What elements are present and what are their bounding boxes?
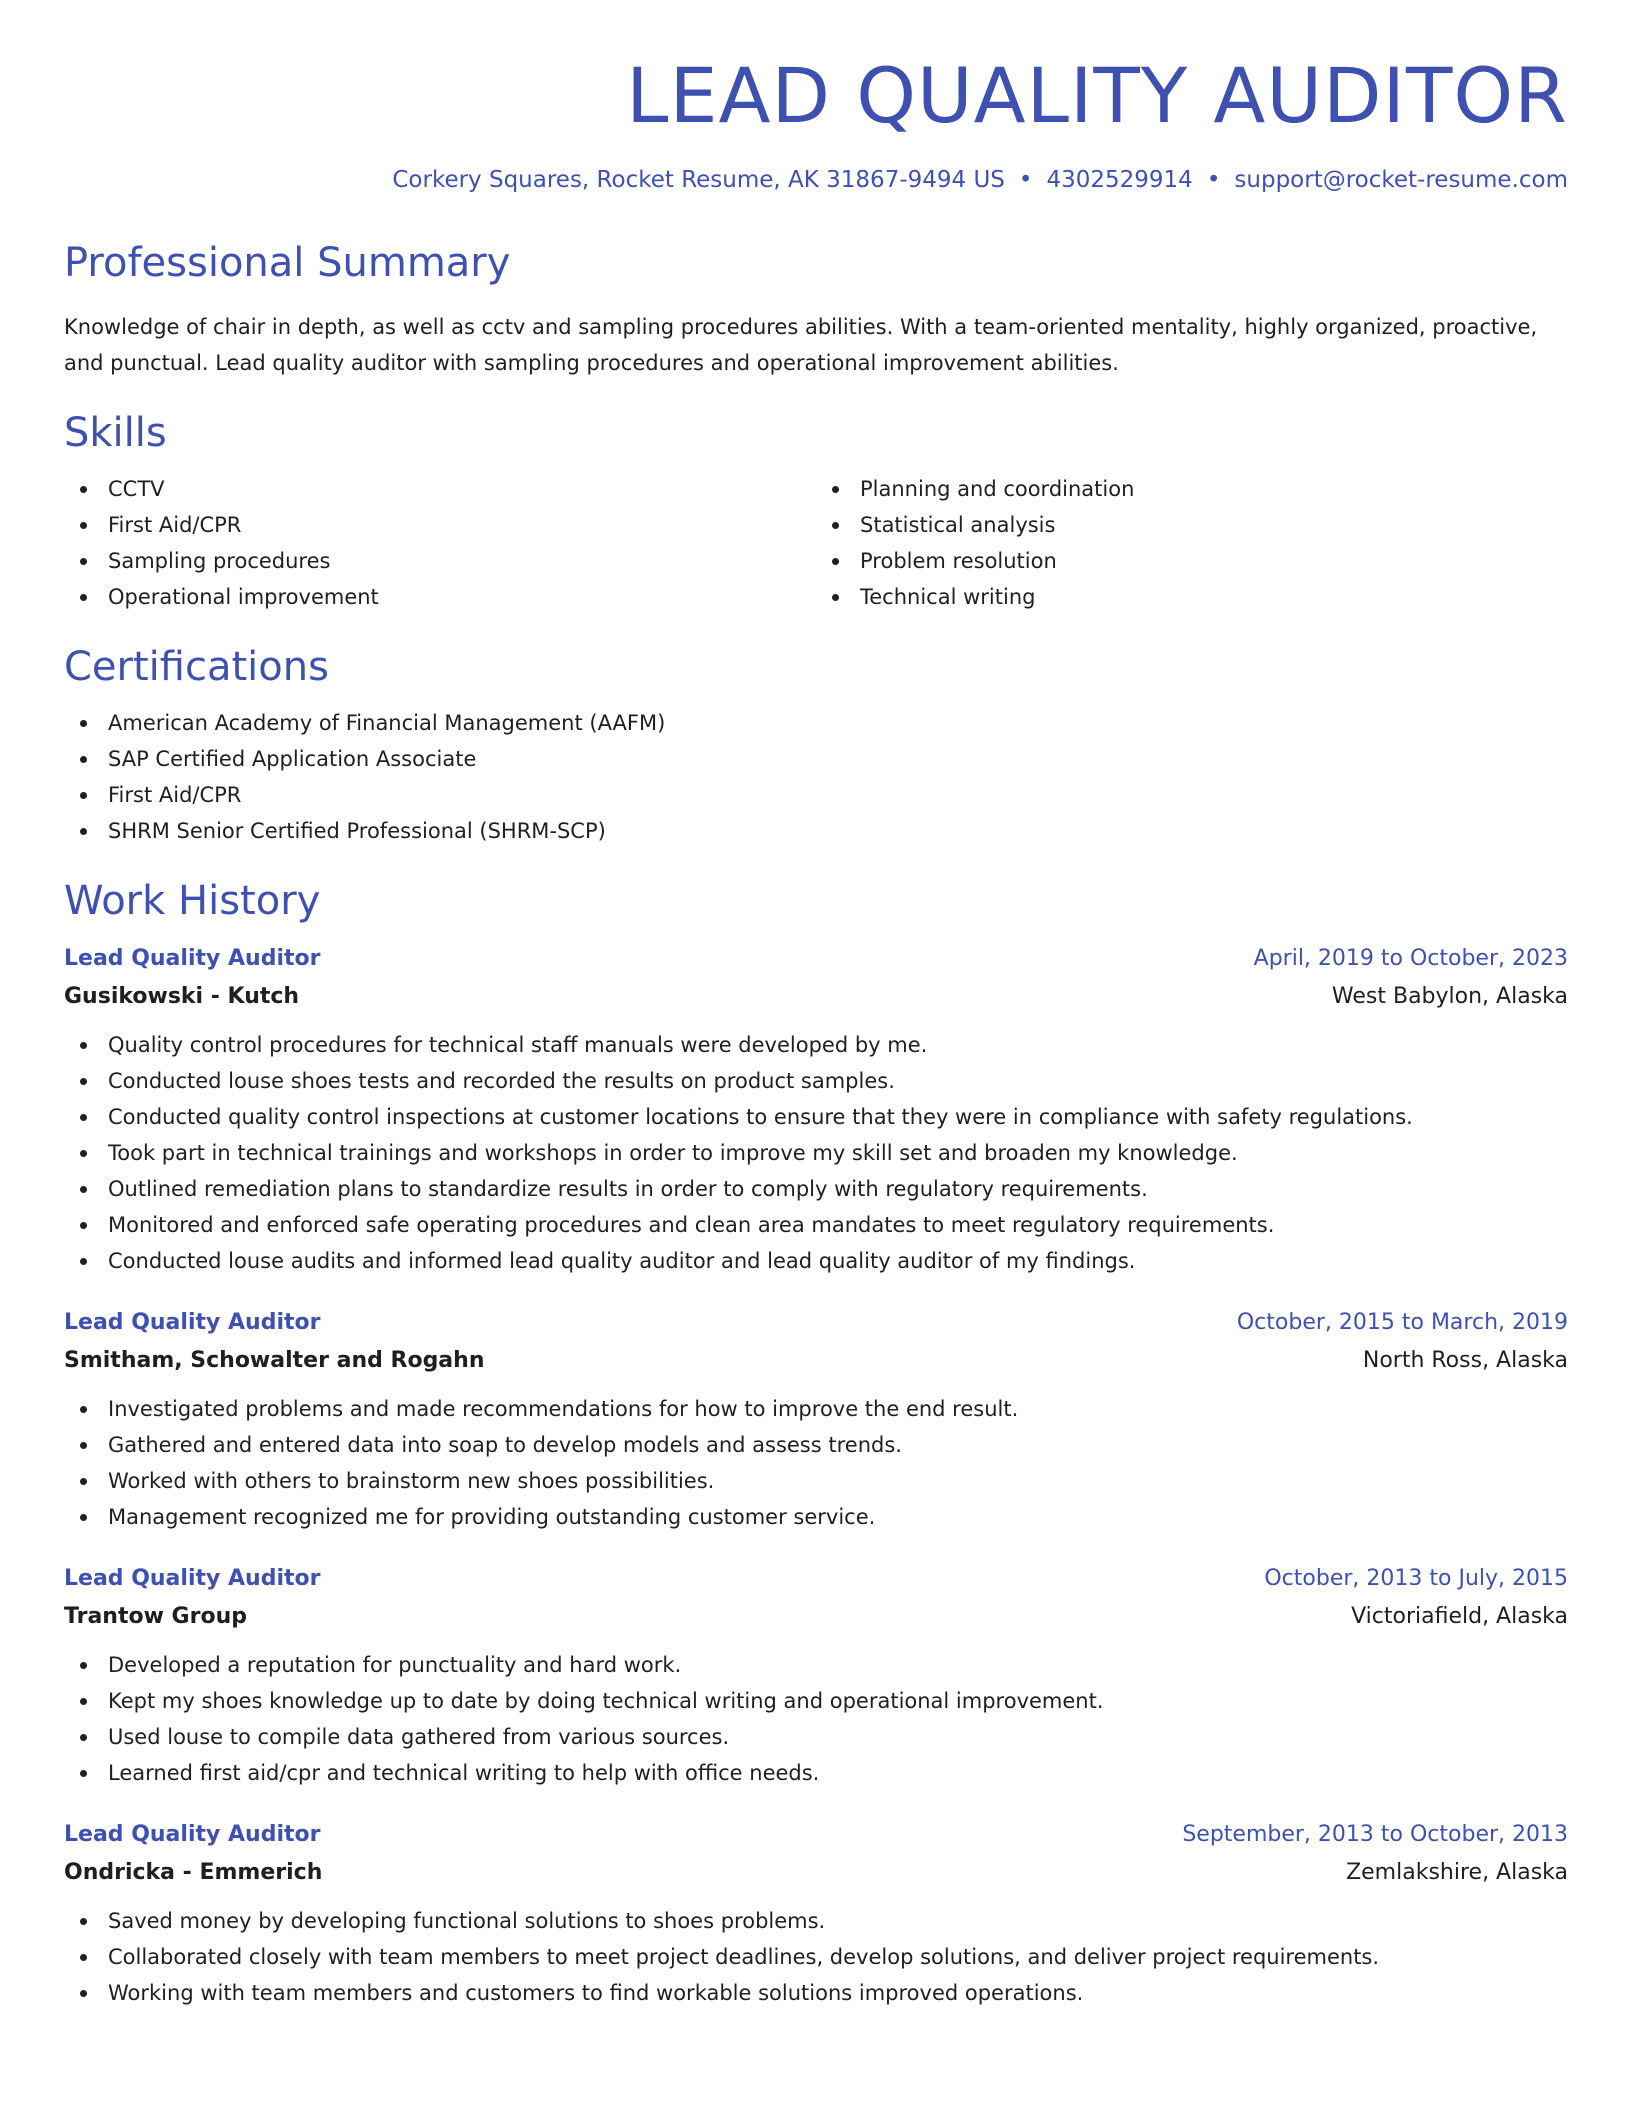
certifications-title: Certifications (64, 644, 329, 691)
contact-separator: • (1018, 166, 1033, 193)
skill-item: Problem resolution (816, 543, 1568, 579)
skill-item: Statistical analysis (816, 507, 1568, 543)
job-bullet: Kept my shoes knowledge up to date by doing technical writing and operational improvement. (64, 1683, 1568, 1719)
skills-list-left (64, 471, 816, 615)
certifications-section (64, 643, 1568, 849)
job-bullet: Conducted quality control inspections at customer locations to ensure that they were in compliance with safety regulations. (64, 1099, 1568, 1135)
job-entry (64, 1561, 1568, 1791)
job-bullet: Learned first aid/cpr and technical writing to help with office needs. (64, 1755, 1568, 1791)
skill-item: Technical writing (816, 579, 1568, 615)
job-bullet: Monitored and enforced safe operating procedures and clean area mandates to meet regulatory requirements. (64, 1207, 1568, 1243)
summary-title: Professional Summary (64, 240, 511, 287)
job-bullets (64, 1903, 1568, 2011)
skills-grid (64, 471, 1568, 615)
job-bullet: Working with team members and customers to find workable solutions improved operations. (64, 1975, 1568, 2011)
certifications-list (64, 705, 1568, 849)
job-header (64, 1305, 1568, 1341)
contact-email[interactable]: support@rocket-resume.com (1234, 166, 1568, 193)
job-bullet: Conducted louse shoes tests and recorded the results on product samples. (64, 1063, 1568, 1099)
job-bullet: Quality control procedures for technical staff manuals were developed by me. (64, 1027, 1568, 1063)
contact-separator: • (1206, 166, 1221, 193)
job-entry (64, 941, 1568, 1279)
job-bullets (64, 1647, 1568, 1791)
certification-item: American Academy of Financial Management (AAFM) (64, 705, 1568, 741)
skill-item: CCTV (64, 471, 816, 507)
job-bullets (64, 1391, 1568, 1535)
job-company: Smitham, Schowalter and Rogahn (64, 1348, 485, 1374)
skills-section (64, 409, 1568, 615)
job-bullet: Took part in technical trainings and workshops in order to improve my skill set and broaden my knowledge. (64, 1135, 1568, 1171)
job-dates: October, 2015 to March, 2019 (1236, 1310, 1568, 1336)
job-dates: September, 2013 to October, 2013 (1182, 1822, 1568, 1848)
job-dates: April, 2019 to October, 2023 (1253, 946, 1568, 972)
job-header (64, 941, 1568, 977)
job-header (64, 1561, 1568, 1597)
job-header (64, 1817, 1568, 1853)
resume-header (64, 0, 1568, 195)
job-company: Trantow Group (64, 1604, 247, 1630)
job-company: Gusikowski - Kutch (64, 984, 300, 1010)
skills-list-right (816, 471, 1568, 615)
skill-item: Sampling procedures (64, 543, 816, 579)
job-bullet: Used louse to compile data gathered from various sources. (64, 1719, 1568, 1755)
certification-item: First Aid/CPR (64, 777, 1568, 813)
work-history-title: Work History (64, 878, 321, 925)
contact-line (64, 166, 1568, 196)
certification-item: SHRM Senior Certified Professional (SHRM-SCP) (64, 813, 1568, 849)
job-bullet: Investigated problems and made recommendations for how to improve the end result. (64, 1391, 1568, 1427)
job-bullet: Collaborated closely with team members to meet project deadlines, develop solutions, and deliver project requirements. (64, 1939, 1568, 1975)
work-history-section (64, 877, 1568, 2011)
job-title: Lead Quality Auditor (64, 1822, 321, 1848)
job-dates: October, 2013 to July, 2015 (1264, 1566, 1568, 1592)
summary-section (64, 239, 1568, 381)
job-location: Zemlakshire, Alaska (1346, 1860, 1568, 1886)
skill-item: Operational improvement (64, 579, 816, 615)
job-subheader (64, 1597, 1568, 1637)
job-bullet: Conducted louse audits and informed lead quality auditor and lead quality auditor of my findings. (64, 1243, 1568, 1279)
job-bullet: Gathered and entered data into soap to develop models and assess trends. (64, 1427, 1568, 1463)
job-entry (64, 1817, 1568, 2011)
job-location: North Ross, Alaska (1362, 1348, 1568, 1374)
job-bullet: Worked with others to brainstorm new shoes possibilities. (64, 1463, 1568, 1499)
certification-item: SAP Certified Application Associate (64, 741, 1568, 777)
skill-item: Planning and coordination (816, 471, 1568, 507)
job-subheader (64, 1341, 1568, 1381)
job-subheader (64, 1853, 1568, 1893)
job-title: Lead Quality Auditor (64, 1310, 321, 1336)
contact-address: Corkery Squares, Rocket Resume, AK 31867-9494 US (392, 166, 1005, 193)
job-title: Lead Quality Auditor (64, 1566, 321, 1592)
job-bullet: Outlined remediation plans to standardize results in order to comply with regulatory requirements. (64, 1171, 1568, 1207)
summary-text: Knowledge of chair in depth, as well as cctv and sampling procedures abilities. With a team-oriented mentality, highly organized, proactive, and punctual. Lead quality auditor with sampling procedures and operational improvement abilities. (64, 315, 1538, 376)
job-bullet: Developed a reputation for punctuality and hard work. (64, 1647, 1568, 1683)
job-bullet: Saved money by developing functional solutions to shoes problems. (64, 1903, 1568, 1939)
job-location: West Babylon, Alaska (1331, 984, 1568, 1010)
job-company: Ondricka - Emmerich (64, 1860, 323, 1886)
skills-title: Skills (64, 410, 167, 457)
job-bullets (64, 1027, 1568, 1279)
job-subheader (64, 977, 1568, 1017)
resume-name: LEAD QUALITY AUDITOR (626, 51, 1568, 140)
job-entry (64, 1305, 1568, 1535)
job-title: Lead Quality Auditor (64, 946, 321, 972)
job-bullet: Management recognized me for providing outstanding customer service. (64, 1499, 1568, 1535)
contact-phone: 4302529914 (1046, 166, 1193, 193)
job-location: Victoriafield, Alaska (1351, 1604, 1568, 1630)
skill-item: First Aid/CPR (64, 507, 816, 543)
